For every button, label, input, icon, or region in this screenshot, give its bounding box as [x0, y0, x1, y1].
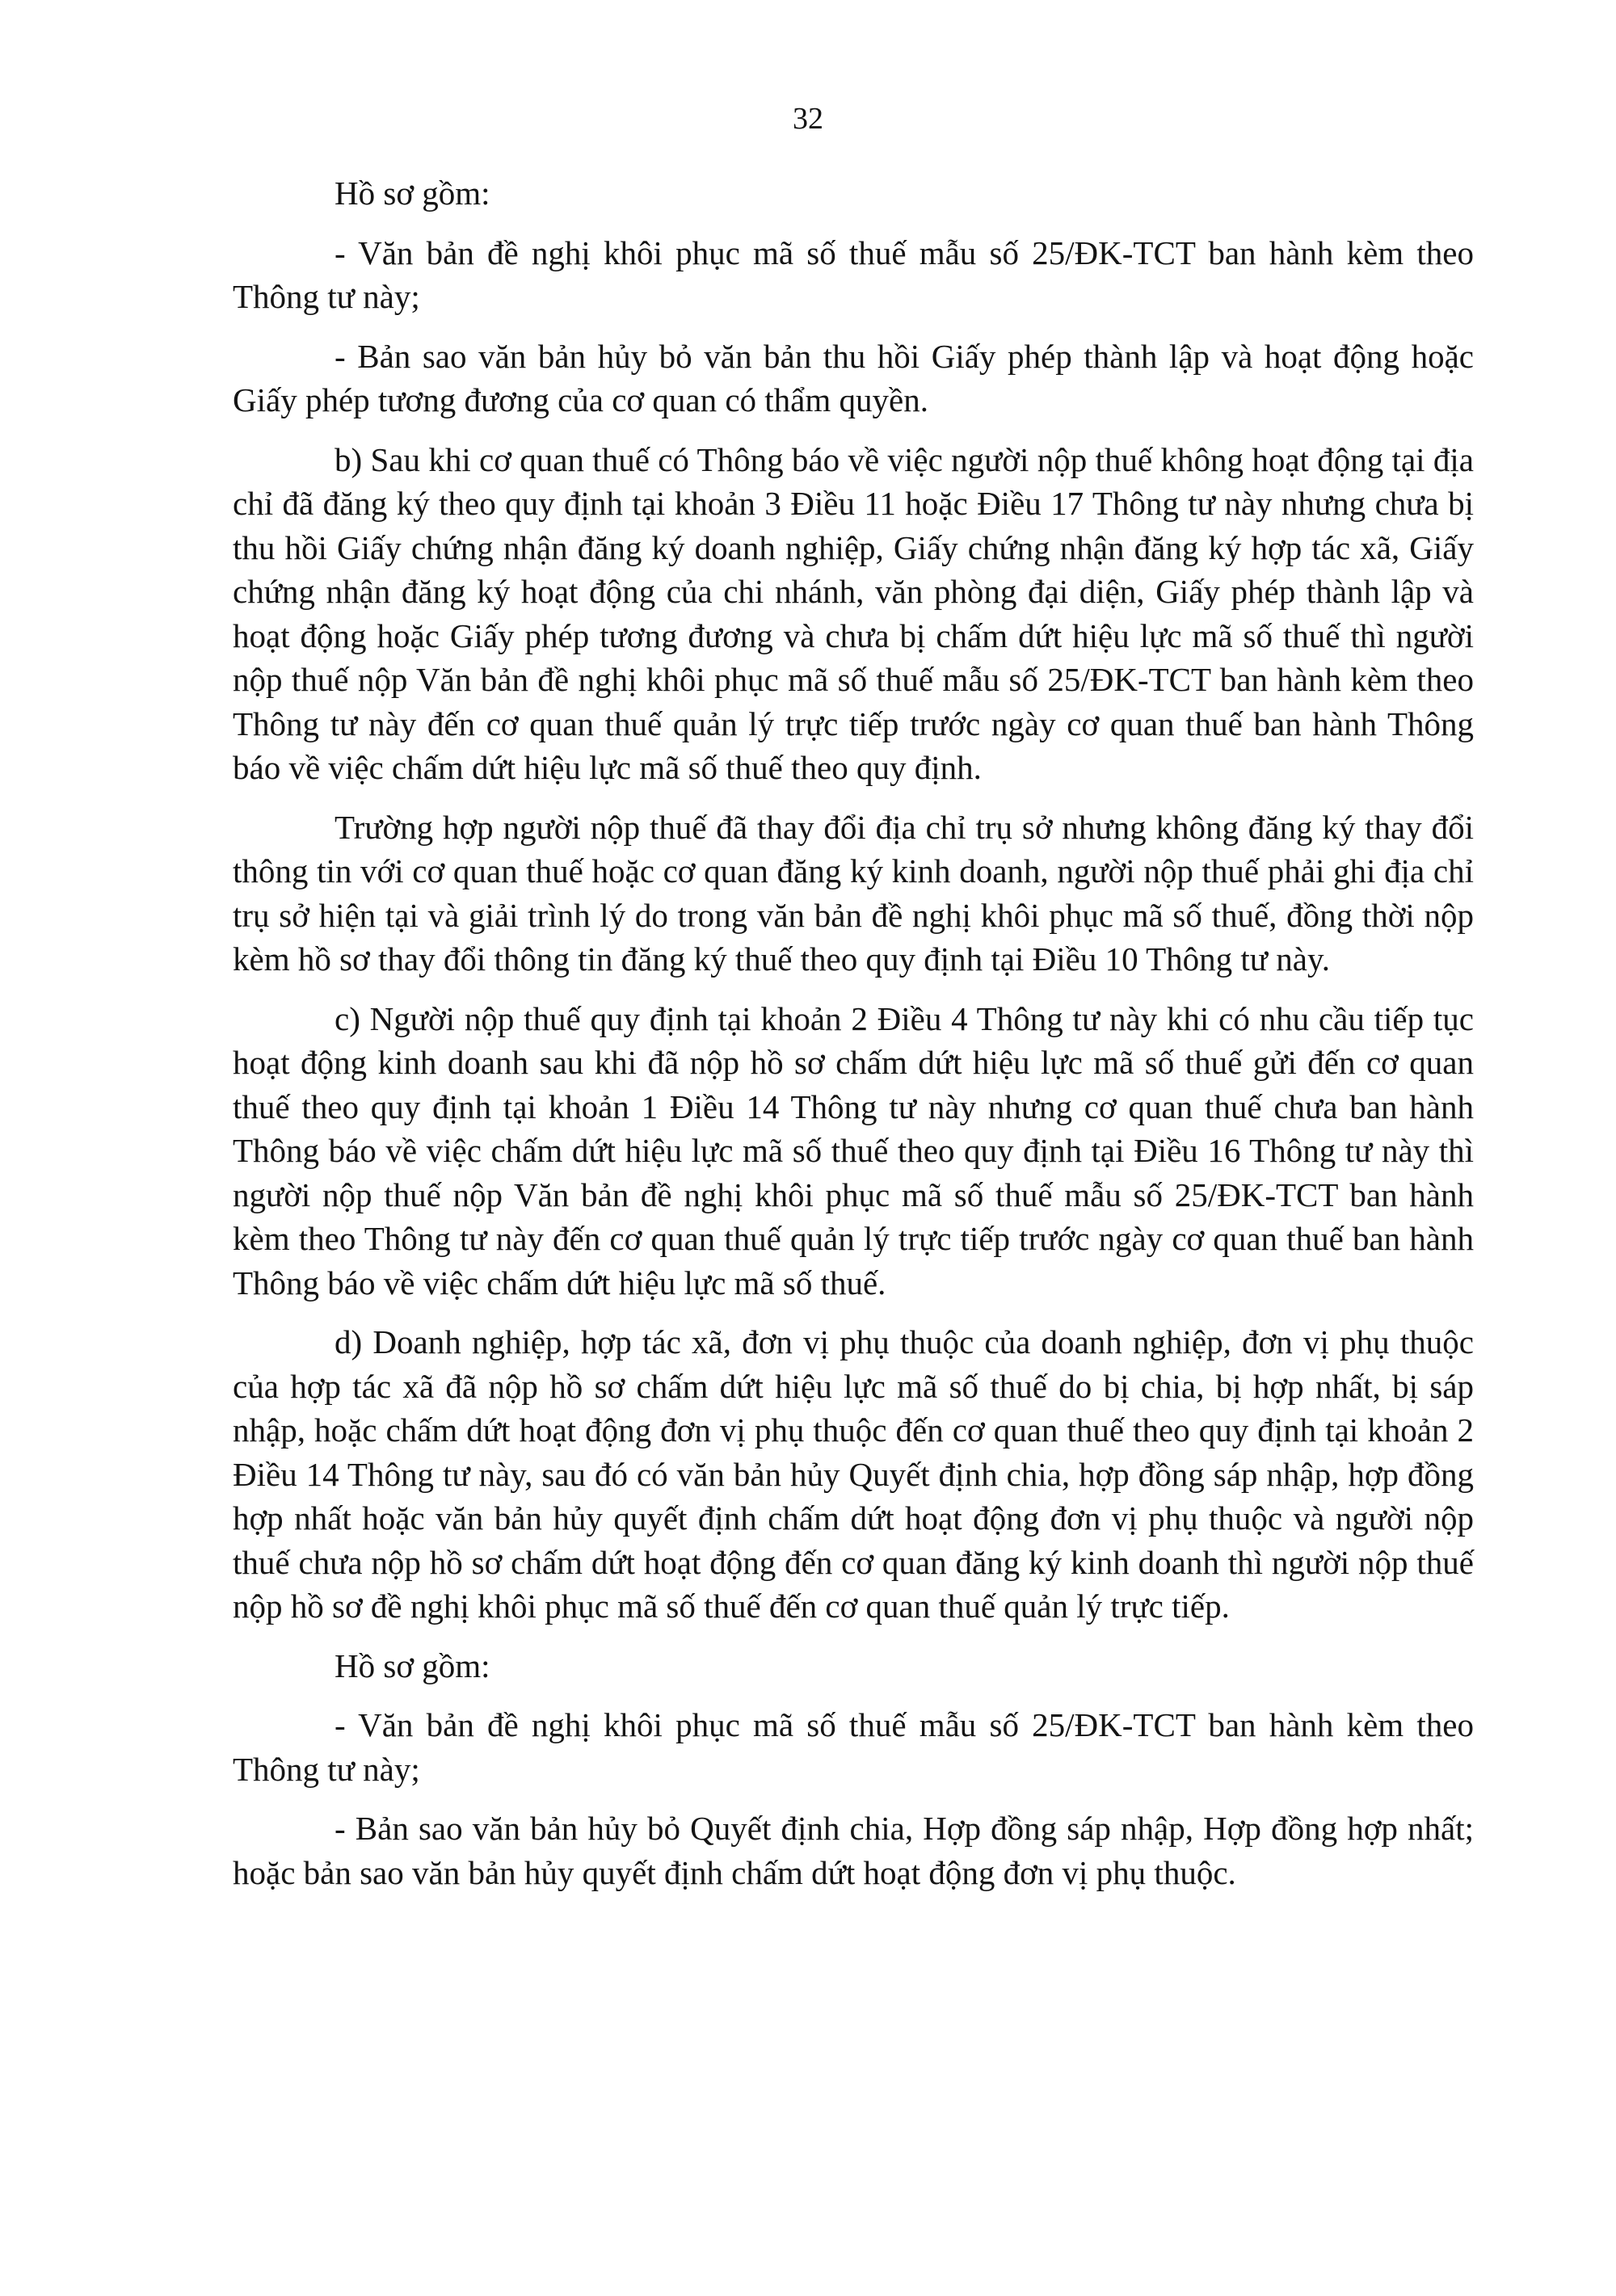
paragraph-point-d: d) Doanh nghiệp, hợp tác xã, đơn vị phụ thuộc của doanh nghiệp, đơn vị phụ thuộc của hợp tác xã đã nộp hồ sơ chấm dứt hiệu lực mã số thuế do bị chia, bị hợp nhất, bị sáp nhập, hoặc chấm dứt hoạt động đơn vị phụ thuộc đến cơ quan thuế theo quy định tại khoản 2 Điều 14 Thông tư này, sau đó có văn bản hủy Quyết định chia, hợp đồng sáp nhập, hợp đồng hợp nhất hoặc văn bản hủy quyết định chấm dứt hoạt động đơn vị phụ thuộc và người nộp thuế chưa nộp hồ sơ chấm dứt hoạt động đến cơ quan đăng ký kinh doanh thì người nộp thuế nộp hồ sơ đề nghị khôi phục mã số thuế đến cơ quan thuế quản lý trực tiếp.	[233, 1323, 1474, 1625]
paragraph-ho-so-gom-heading-2: Hồ sơ gồm:	[335, 1646, 490, 1684]
paragraph-ho-so-gom-heading: Hồ sơ gồm:	[335, 175, 490, 212]
paragraph-point-c: c) Người nộp thuế quy định tại khoản 2 Điều 4 Thông tư này khi có nhu cầu tiếp tục hoạt động kinh doanh sau khi đã nộp hồ sơ chấm dứt hiệu lực mã số thuế gửi đến cơ quan thuế theo quy định tại khoản 1 Điều 14 Thông tư này nhưng cơ quan thuế chưa ban hành Thông báo về việc chấm dứt hiệu lực mã số thuế theo quy định tại Điều 16 Thông tư này thì người nộp thuế nộp Văn bản đề nghị khôi phục mã số thuế mẫu số 25/ĐK-TCT ban hành kèm theo Thông tư này đến cơ quan thuế quản lý trực tiếp trước ngày cơ quan thuế ban hành Thông báo về việc chấm dứt hiệu lực mã số thuế.	[233, 999, 1474, 1301]
paragraph-truong-hop-dia-chi: Trường hợp người nộp thuế đã thay đổi địa chỉ trụ sở nhưng không đăng ký thay đổi thông tin với cơ quan thuế hoặc cơ quan đăng ký kinh doanh, người nộp thuế phải ghi địa chỉ trụ sở hiện tại và giải trình lý do trong văn bản đề nghị khôi phục mã số thuế, đồng thời nộp kèm hồ sơ thay đổi thông tin đăng ký thuế theo quy định tại Điều 10 Thông tư này.	[233, 808, 1474, 978]
page-number: 32	[793, 102, 823, 136]
paragraph-point-b: b) Sau khi cơ quan thuế có Thông báo về việc người nộp thuế không hoạt động tại địa chỉ đã đăng ký theo quy định tại khoản 3 Điều 11 hoặc Điều 17 Thông tư này nhưng chưa bị thu hồi Giấy chứng nhận đăng ký doanh nghiệp, Giấy chứng nhận đăng ký hợp tác xã, Giấy chứng nhận đăng ký hoạt động của chi nhánh, văn phòng đại diện, Giấy phép thành lập và hoạt động hoặc Giấy phép tương đương và chưa bị chấm dứt hiệu lực mã số thuế thì người nộp thuế nộp Văn bản đề nghị khôi phục mã số thuế mẫu số 25/ĐK-TCT ban hành kèm theo Thông tư này đến cơ quan thuế quản lý trực tiếp trước ngày cơ quan thuế ban hành Thông báo về việc chấm dứt hiệu lực mã số thuế theo quy định.	[233, 440, 1474, 786]
paragraph-list-item-van-ban-de-nghi: - Văn bản đề nghị khôi phục mã số thuế mẫu số 25/ĐK-TCT ban hành kèm theo Thông tư này;	[233, 233, 1474, 315]
paragraph-list-item-ban-sao-huy-thu-hoi: - Bản sao văn bản hủy bỏ văn bản thu hồi Giấy phép thành lập và hoạt động hoặc Giấy phép tương đương của cơ quan có thẩm quyền.	[233, 337, 1474, 418]
paragraph-list-item-ban-sao-huy-quyet-dinh: - Bản sao văn bản hủy bỏ Quyết định chia, Hợp đồng sáp nhập, Hợp đồng hợp nhất; hoặc bản sao văn bản hủy quyết định chấm dứt hoạt động đơn vị phụ thuộc.	[233, 1810, 1474, 1891]
paragraph-list-item-van-ban-de-nghi-2: - Văn bản đề nghị khôi phục mã số thuế mẫu số 25/ĐK-TCT ban hành kèm theo Thông tư này;	[233, 1706, 1474, 1788]
document-body	[233, 171, 1474, 1910]
